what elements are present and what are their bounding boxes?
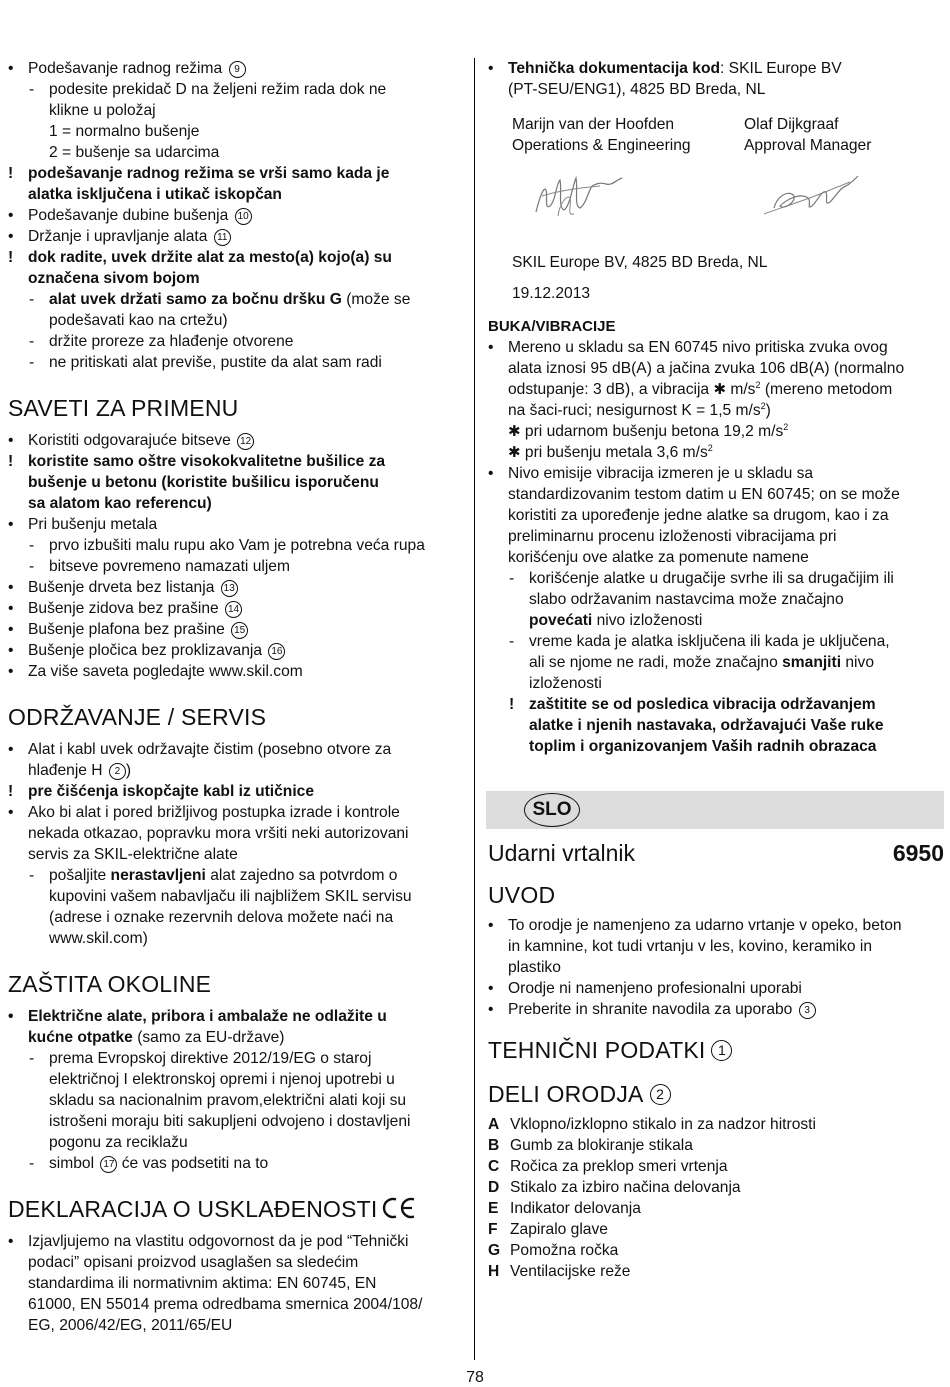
company-address: SKIL Europe BV, 4825 BD Breda, NL xyxy=(512,254,768,271)
right-column: • Tehnička dokumentacija kod: SKIL Europe BV (PT-SEU/ENG1), 4825 BD Breda, NL Marijn van der Hoofden Operations & Engineering Olaf Dijkgraaf Approval Manager SKIL Europe BV, 4825 BD Breda, NL 19.12.2013 BUKA/VIBRACIJE • Mereno u skladu sa EN 60745 nivo pritiska zvuka ovog alata iznosi 95 dB(A) a jačina zvuka 106 dB(A) (normalno odstupanje: 3 dB), a vibracija ✱ $m/s^2$ (mereno metodom na šaci-ruci; nesigurnost K = 1,5 $m/s^2$) ✱ pri udarnom bušenju betona 19,2 $m/s^2$ ✱ pri bušenju metala 3,6 $m/s^2$ • Nivo emisije vibracija izmeren je u skladu sa standardizovanim testom datim u EN 60745; on se može koristiti za upoređenje jedne alatke sa drugom, kao i za preliminarnu procenu izloženosti vibracijama pri korišćenju ove alatke za pomenute namene - korišćenje alatke u drugačije svrhe ili sa drugačijim ili slabo održavanim nastavcima može značajno povećati nivo izloženosti - vreme kada je alatka isključena ili kada je uključena, ali se njome ne radi, može značajno smanjiti nivo izloženosti ! zaštitite se od posledica vibracija održavanjem alatke i njenih nastavaka, održavajući Vaše ruke toplim i organizovanjem Vaših radnih obrazaca SLO Udarni vrtalnik 6950 UVOD • To orodje je namenjeno za udarno vrtanje v opeko, beton in kamnine, kot tudi vrtanju v les, kovino, keramiko in plastiko • Orodje ni namenjeno profesionalni uporabi • Preberite in shranite navodila za uporabo 3 TEHNIČNI PODATKI 1 DELI ORODJA 2 A Vklopno/izklopno stikalo in za nadzor hitrosti B Gumb za blokiranje stikala C Ročica za preklop smeri vrtenja D Stikalo za izbiro načina delovanja E Indikator delovanja F Zapiralo glave G Pomožna ročka H Ventilacijske reže xyxy=(488,60,944,1280)
part-item xyxy=(488,1135,944,1156)
part-item xyxy=(488,1177,944,1198)
list-item: - prema Evropskoj direktive 2012/19/EG o staroj xyxy=(29,1050,372,1067)
list-item: • Nivo emisije vibracija izmeren je u skladu sa xyxy=(488,465,814,482)
part-item xyxy=(488,1219,944,1240)
part-letter: H xyxy=(488,1263,500,1280)
signatory-2-role: Approval Manager xyxy=(744,137,872,154)
section-heading-odrzavanje: ODRŽAVANJE / SERVIS xyxy=(8,704,267,730)
part-text: Ventilacijske reže xyxy=(510,1263,631,1280)
product-model: 6950 xyxy=(892,840,944,866)
column-divider xyxy=(474,58,475,1360)
list-item: • Koristiti odgovarajuće bitseve 12 xyxy=(8,430,468,451)
list-item: • Izjavljujemo na vlastitu odgovornost da je pod “Tehnički xyxy=(8,1233,409,1250)
signatory-2-name: Olaf Dijkgraaf xyxy=(744,116,839,133)
list-item: - simbol 17 će vas podsetiti na to xyxy=(29,1155,269,1172)
part-text: Gumb za blokiranje stikala xyxy=(510,1137,693,1154)
part-text: Stikalo za izbiro načina delovanja xyxy=(510,1179,741,1196)
list-item: - držite proreze za hlađenje otvorene xyxy=(29,333,294,350)
list-item: • Ako bi alat i pored brižljivog postupka izrade i kontrole xyxy=(8,804,400,821)
signature-2-icon xyxy=(760,172,870,222)
list-item: • Preberite in shranite navodila za uporabo 3 xyxy=(488,999,944,1020)
list-item: - alat uvek držati samo za bočnu dršku G (može se xyxy=(29,291,411,308)
ce-mark-icon xyxy=(381,1197,417,1219)
part-letter: D xyxy=(488,1179,500,1196)
signature-1-icon xyxy=(530,166,630,226)
section-heading-saveti: SAVETI ZA PRIMENU xyxy=(8,395,239,421)
list-item: • Alat i kabl uvek održavajte čistim (posebno otvore za xyxy=(8,741,392,758)
list-item: • Bušenje plafona bez prašine 15 xyxy=(8,619,468,640)
list-item: • Podešavanje radnog režima 9 xyxy=(8,58,468,79)
part-text: Indikator delovanja xyxy=(510,1200,641,1217)
part-letter: C xyxy=(488,1158,500,1175)
list-item: - pošaljite nerastavljeni alat zajedno sa potvrdom o xyxy=(29,867,398,884)
warning: ! koristite samo oštre visokokvalitetne bušilice za xyxy=(8,453,386,470)
section-heading-deklaracija: DEKLARACIJA O USKLAĐENOSTI xyxy=(8,1195,468,1223)
signatory-1-role: Operations & Engineering xyxy=(512,137,691,154)
part-text: Vklopno/izklopno stikalo in za nadzor hitrosti xyxy=(510,1116,816,1133)
parts-list xyxy=(488,1114,944,1282)
page-number: 78 xyxy=(466,1369,484,1386)
section-heading-tehnicni-podatki: TEHNIČNI PODATKI 1 xyxy=(488,1036,944,1064)
declaration-date: 19.12.2013 xyxy=(512,285,591,302)
asterisk-icon: ✱ xyxy=(713,381,727,398)
signatures xyxy=(488,156,944,252)
warning: ! pre čišćenja iskopčajte kabl iz utičnice xyxy=(8,783,315,800)
section-heading-zastita: ZAŠTITA OKOLINE xyxy=(8,971,212,997)
part-letter: E xyxy=(488,1200,499,1217)
list-item: - korišćenje alatke u drugačije svrhe ili sa drugačijim ili xyxy=(509,570,894,587)
part-item xyxy=(488,1261,944,1282)
list-item: • To orodje je namenjeno za udarno vrtanje v opeko, beton xyxy=(488,917,902,934)
list-item: • Za više saveta pogledajte www.skil.com xyxy=(8,663,303,680)
section-heading-uvod: UVOD xyxy=(488,882,556,908)
list-item: • Pri bušenju metala xyxy=(8,516,158,533)
part-letter: G xyxy=(488,1242,501,1259)
warning: ! podešavanje radnog režima se vrši samo kada je xyxy=(8,165,390,182)
list-item: • Podešavanje dubine bušenja 10 xyxy=(8,205,468,226)
list-item: • Orodje ni namenjeno profesionalni uporabi xyxy=(488,980,802,997)
part-item xyxy=(488,1156,944,1177)
signatory-1-name: Marijn van der Hoofden xyxy=(512,116,675,133)
language-band xyxy=(486,791,944,829)
part-text: Pomožna ročka xyxy=(510,1242,619,1259)
list-item: - vreme kada je alatka isključena ili kada je uključena, xyxy=(509,633,890,650)
asterisk-icon: ✱ xyxy=(508,423,521,440)
signatories xyxy=(488,114,944,156)
section-heading-deli-orodja: DELI ORODJA 2 xyxy=(488,1080,944,1108)
product-name: Udarni vrtalnik xyxy=(488,840,635,866)
part-letter: A xyxy=(488,1116,500,1133)
part-letter: B xyxy=(488,1137,500,1154)
list-item: - prvo izbušiti malu rupu ako Vam je potrebna veća rupa xyxy=(29,537,425,554)
part-item xyxy=(488,1114,944,1135)
list-item: - bitseve povremeno namazati uljem xyxy=(29,558,290,575)
product-title-row xyxy=(488,839,944,867)
list-item: • Bušenje zidova bez prašine 14 xyxy=(8,598,468,619)
part-item xyxy=(488,1240,944,1261)
left-column: • Podešavanje radnog režima 9 - podesite prekidač D na željeni režim rada dok ne klikne u položaj 1 = normalno bušenje 2 = bušenje sa udarcima ! podešavanje radnog režima se vrši samo kada je alatka isključena i utikač iskopčan • Podešavanje dubine bušenja 10 • Držanje i upravljanje alata 11 ! dok radite, uvek držite alat za mesto(a) kojo(a) su označena sivom bojom - alat uvek držati samo za bočnu dršku G (može se podešavati kao na crtežu) - držite proreze za hlađenje otvorene - ne pritiskati alat previše, pustite da alat sam radi SAVETI ZA PRIMENU • Koristiti odgovarajuće bitseve 12 ! koristite samo oštre visokokvalitetne bušilice za bušenje u betonu (koristite bušilicu isporučenu sa alatom kao referencu) • Pri bušenju metala - prvo izbušiti malu rupu ako Vam je potrebna veća rupa - bitseve povremeno namazati uljem • Bušenje drveta bez listanja 13 • Bušenje zidova bez prašine 14 • Bušenje plafona bez prašine 15 • Bušenje pločica bez proklizavanja 16 • Za više saveta pogledajte www.skil.com ODRŽAVANJE / SERVIS • Alat i kabl uvek održavajte čistim (posebno otvore za hlađenje H 2 ) ! pre čišćenja iskopčajte kabl iz utičnice • Ako bi alat i pored brižljivog postupka izrade i kontrole nekada otkazao, popravku mora vršiti neki autorizovani servis za SKIL-električne alate - pošaljite nerastavljeni alat zajedno sa potvrdom o kupovini vašem nabavljaču ili najbližem SKIL servisu (adrese i oznake rezervnih delova možete naći na www.skil.com) ZAŠTITA OKOLINE • Električne alate, pribora i ambalaže ne odlažite u kućne otpatke (samo za EU-države) - prema Evropskoj direktive 2012/19/EG o staroj električnoj I elektronskoj opremi i njenoj upotrebi u skladu sa nacionalnim pravom,električni alati koji su istrošeni moraju biti sakupljeni odvojeno i dostavljeni pogonu za reciklažu - simbol 17 će vas podsetiti na to DEKLARACIJA O USKLAĐENOSTI • Izjavljujemo na vlastitu odgovornost da je pod “Tehnički podaci” opisani proizvod usaglašen sa sledećim standardima ili normativnim aktima: EN 60745, EN 61000, EN 55014 prema odredbama smernica 2004/108/ EG, 2006/42/EG, 2011/65/EU xyxy=(8,58,468,1336)
list-item: • Električne alate, pribora i ambalaže ne odlažite u xyxy=(8,1008,387,1025)
warning: ! zaštitite se od posledica vibracija održavanjem xyxy=(509,696,876,713)
language-badge: SLO xyxy=(524,793,580,827)
warning: ! dok radite, uvek držite alat za mesto(a) kojo(a) su xyxy=(8,249,392,266)
list-item: • Bušenje pločica bez proklizavanja 16 xyxy=(8,640,468,661)
noise-vibration-title: BUKA/VIBRACIJE xyxy=(488,318,616,335)
list-item: • Mereno u skladu sa EN 60745 nivo pritiska zvuka ovog xyxy=(488,339,888,356)
list-item: - ne pritiskati alat previše, pustite da alat sam radi xyxy=(29,354,382,371)
list-item: - podesite prekidač D na željeni režim rada dok ne xyxy=(29,81,387,98)
list-item: • Tehnička dokumentacija kod: SKIL Europe BV xyxy=(488,60,842,77)
part-text: Zapiralo glave xyxy=(510,1221,608,1238)
part-letter: F xyxy=(488,1221,498,1238)
asterisk-icon: ✱ xyxy=(508,444,521,461)
list-item: • Bušenje drveta bez listanja 13 xyxy=(8,577,468,598)
part-item xyxy=(488,1198,944,1219)
part-text: Ročica za preklop smeri vrtenja xyxy=(510,1158,728,1175)
list-item: • Držanje i upravljanje alata 11 xyxy=(8,226,468,247)
